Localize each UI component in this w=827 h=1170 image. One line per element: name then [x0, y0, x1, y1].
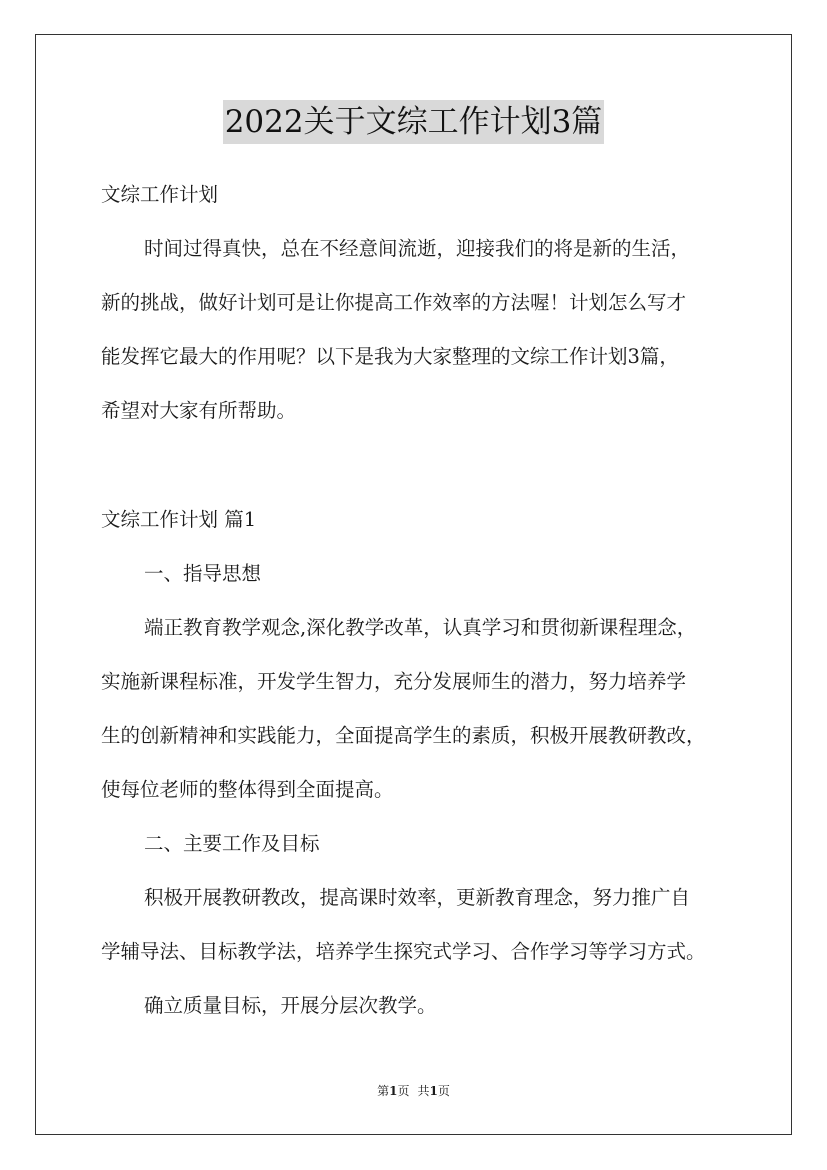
- page-suffix: 页: [397, 1084, 410, 1098]
- paragraph-line: 确立质量目标，开展分层次教学。: [144, 994, 437, 1017]
- section-heading: 文综工作计划 篇1: [101, 508, 257, 531]
- total-suffix: 页: [437, 1084, 450, 1098]
- page-number: 1: [389, 1084, 398, 1098]
- paragraph-line: 时间过得真快，总在不经意间流逝，迎接我们的将是新的生活，: [144, 237, 691, 260]
- paragraph-line: 实施新课程标准，开发学生智力，充分发展师生的潜力，努力培养学: [101, 670, 687, 693]
- paragraph-line: 能发挥它最大的作用呢？以下是我为大家整理的文综工作计划3篇，: [101, 345, 679, 368]
- page-prefix: 第: [377, 1084, 390, 1098]
- paragraph-line: 希望对大家有所帮助。: [101, 399, 297, 422]
- page-footer: [0, 1083, 827, 1099]
- paragraph-line: 使每位老师的整体得到全面提高。: [101, 778, 394, 801]
- subsection-heading: 二、主要工作及目标: [144, 832, 320, 855]
- paragraph-line: 积极开展教研教改，提高课时效率，更新教育理念，努力推广自: [144, 886, 691, 909]
- subsection-heading: 一、指导思想: [144, 562, 262, 585]
- section-heading: 文综工作计划: [101, 183, 219, 206]
- document-title: 2022关于文综工作计划3篇: [223, 100, 605, 144]
- paragraph-line: 新的挑战，做好计划可是让你提高工作效率的方法喔！计划怎么写才: [101, 291, 687, 314]
- total-prefix: 共: [417, 1084, 430, 1098]
- total-pages: 1: [429, 1084, 438, 1098]
- paragraph-line: 生的创新精神和实践能力，全面提高学生的素质，积极开展教研教改，: [101, 724, 706, 747]
- paragraph-line: 学辅导法、目标教学法，培养学生探究式学习、合作学习等学习方式。: [101, 940, 706, 963]
- title-container: [0, 100, 827, 144]
- paragraph-line: 端正教育教学观念,深化教学改革，认真学习和贯彻新课程理念，: [144, 616, 697, 639]
